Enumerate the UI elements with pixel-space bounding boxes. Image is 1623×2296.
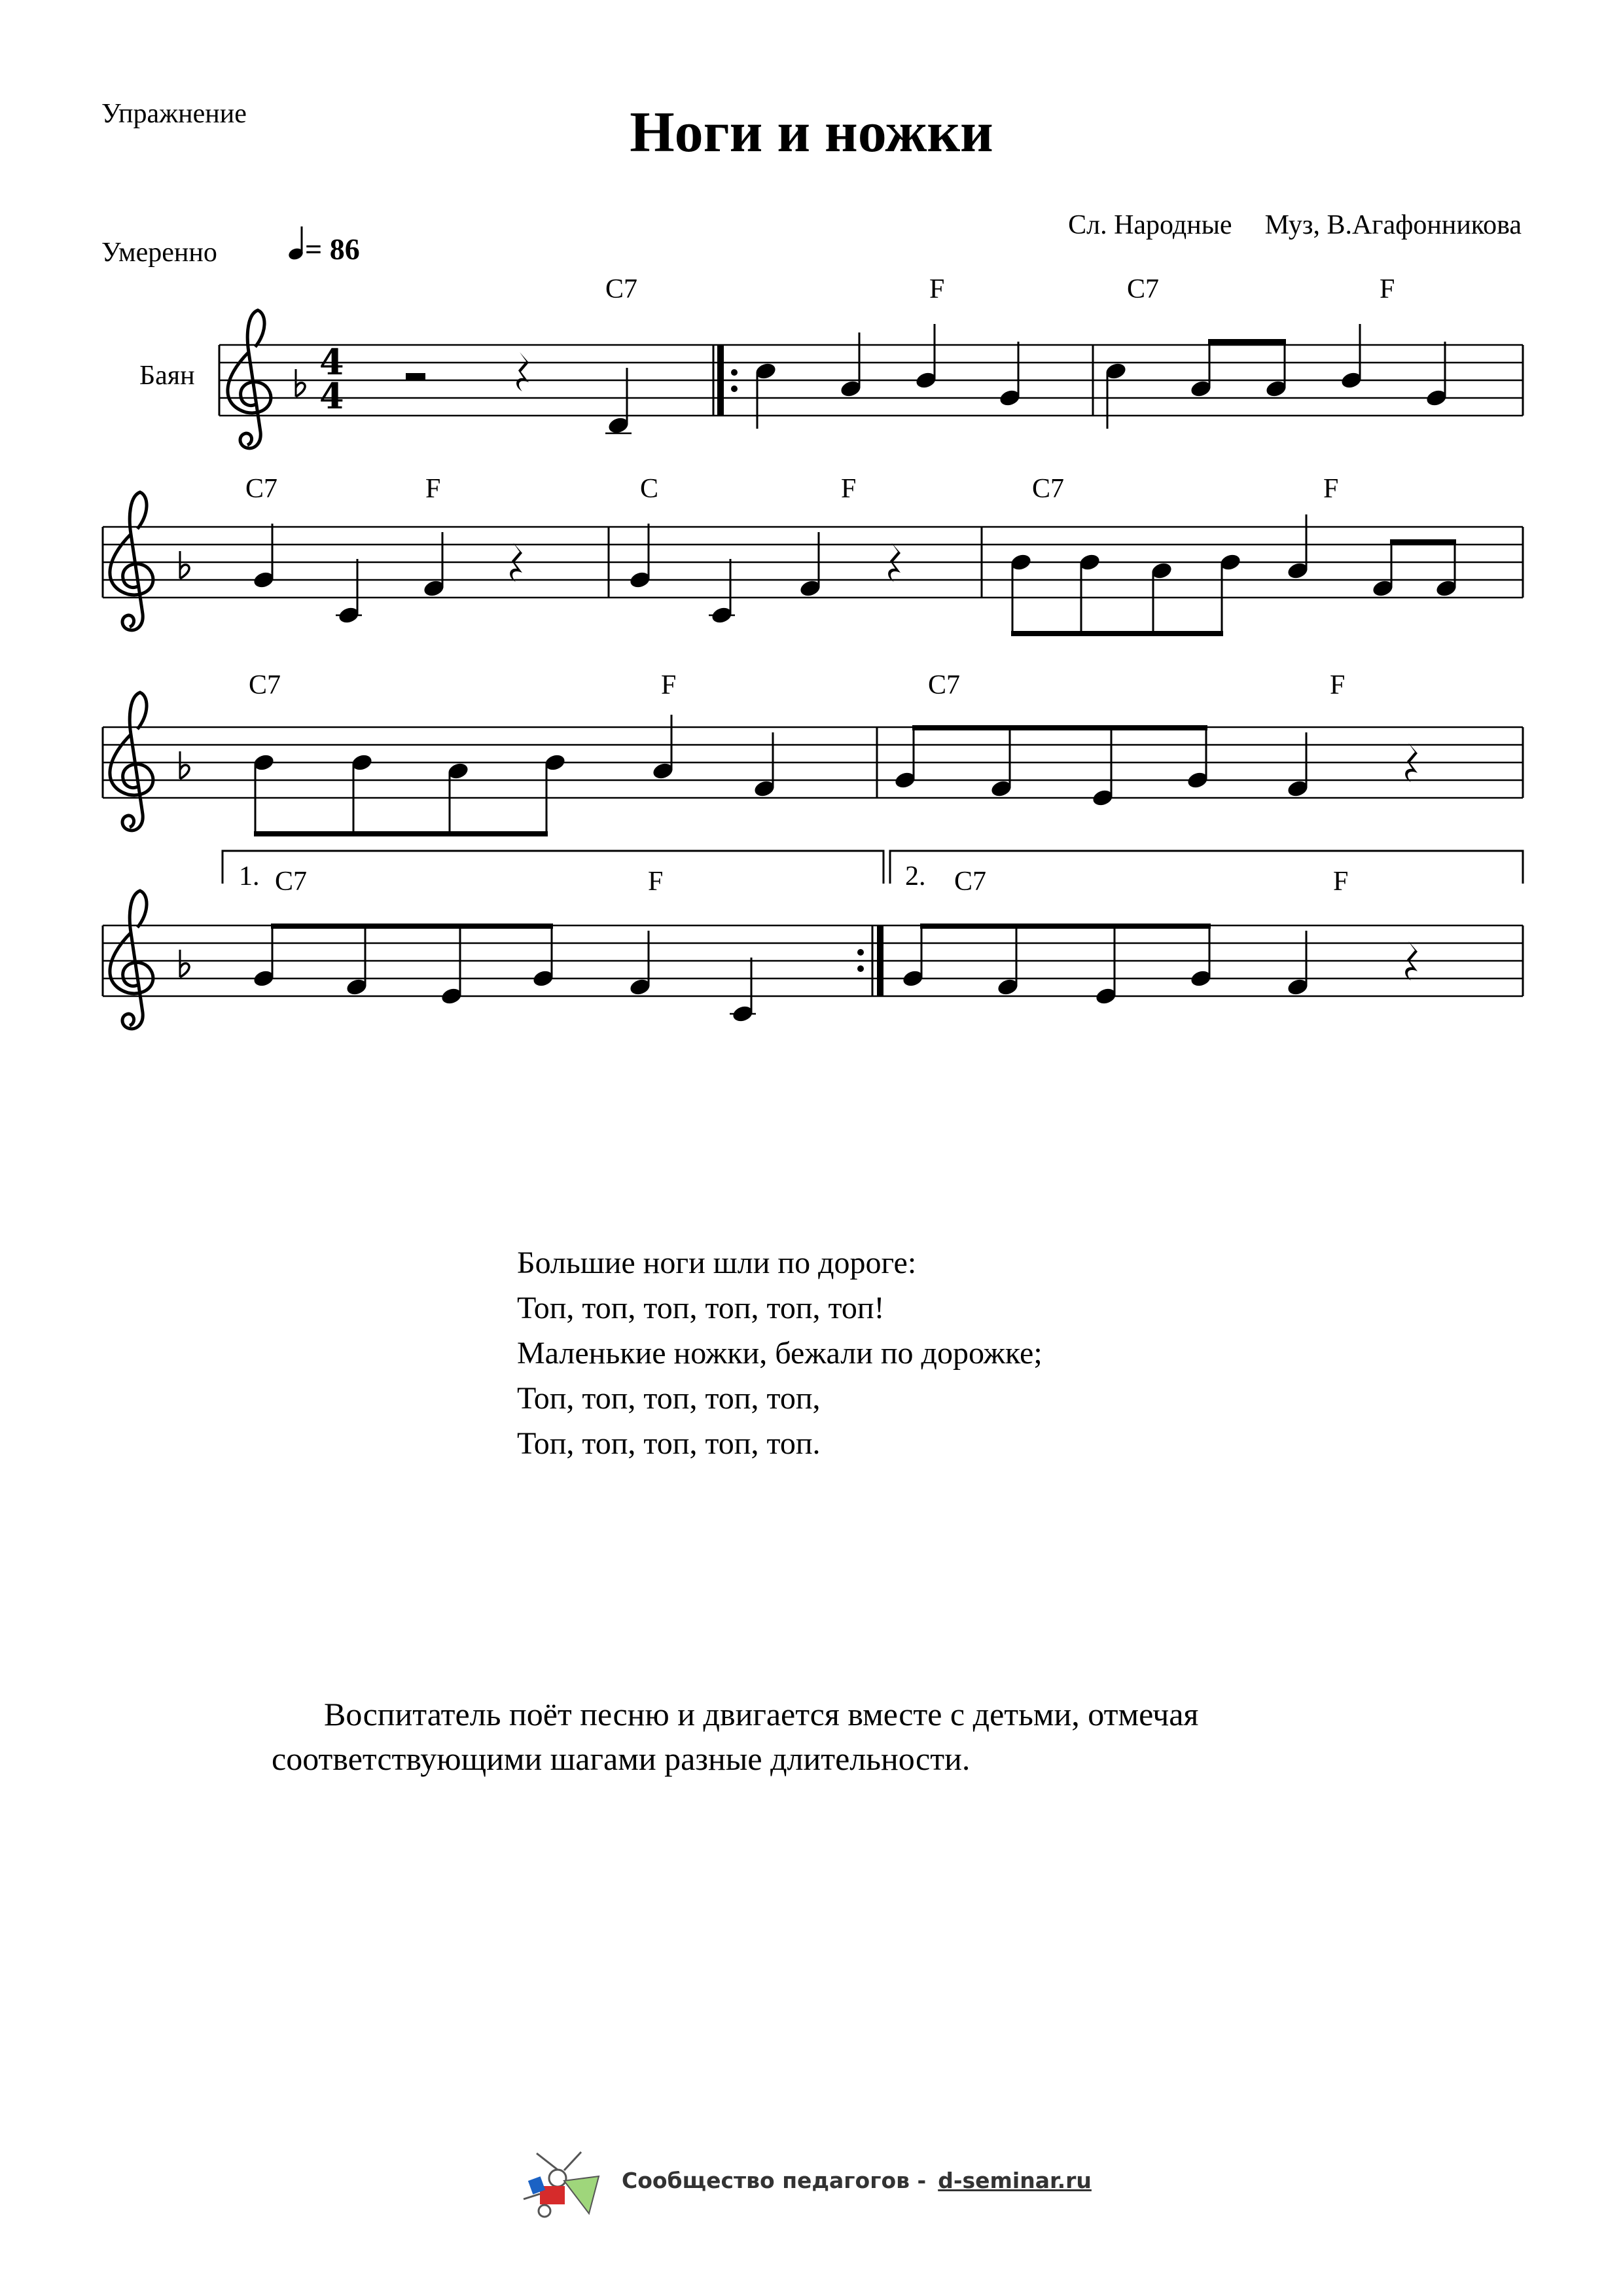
chord-symbol: F <box>841 474 857 504</box>
community-label: Сообщество педагогов - <box>622 2168 927 2193</box>
composer: Муз, В.Агафонникова <box>1264 210 1522 240</box>
chord-symbol: F <box>1333 867 1349 897</box>
metronome-value: = 86 <box>305 232 360 266</box>
staff-system-1 <box>219 274 1523 448</box>
staff-system-4 <box>103 851 1523 1029</box>
page-title: Ноги и ножки <box>630 101 993 164</box>
chord-symbol: C7 <box>1127 274 1160 304</box>
chord-symbol: F <box>661 670 677 700</box>
chord-symbol: C7 <box>249 670 281 700</box>
lyric-line: Топ, топ, топ, топ, топ. <box>517 1426 821 1461</box>
chord-symbol: C7 <box>954 867 987 897</box>
volta-number: 1. <box>239 861 260 891</box>
chord-symbol: C7 <box>245 474 278 504</box>
lyric-line: Большие ноги шли по дороге: <box>517 1246 917 1280</box>
teacher-instruction: Воспитатель поёт песню и двигается вместе с детьми, отмечая соответствующими шагами разные длительности. <box>272 1696 1199 1777</box>
site-link[interactable]: d-seminar.ru <box>938 2168 1092 2193</box>
chord-symbol: C7 <box>275 867 308 897</box>
genre-label: Упражнение <box>101 99 247 129</box>
chord-symbol: F <box>1330 670 1346 700</box>
lyrics-block <box>517 1240 1043 1466</box>
staff-system-3 <box>103 670 1523 836</box>
chord-symbol: C7 <box>1032 474 1065 504</box>
chord-symbol: F <box>1323 474 1339 504</box>
chord-symbol: F <box>425 474 441 504</box>
chord-symbol: F <box>1380 274 1395 304</box>
time-sig-bottom: 4 <box>319 375 344 417</box>
lyric-line: Топ, топ, топ, топ, топ, топ! <box>517 1291 885 1325</box>
chord-symbol: C7 <box>605 274 638 304</box>
time-sig-top: 4 <box>319 341 344 383</box>
chord-symbol: C <box>640 474 659 504</box>
chord-symbol: F <box>648 867 664 897</box>
lyric-line: Маленькие ножки, бежали по дорожке; <box>517 1336 1043 1371</box>
instrument-label: Баян <box>139 361 195 391</box>
staff-system-2 <box>103 474 1523 636</box>
lyric-line: Топ, топ, топ, топ, топ, <box>517 1381 821 1416</box>
volta-number: 2. <box>905 861 926 891</box>
community-logo-icon <box>517 2140 609 2219</box>
lyricist: Сл. Народные <box>1068 210 1232 240</box>
chord-symbol: C7 <box>928 670 961 700</box>
chord-symbol: F <box>929 274 945 304</box>
footer-text <box>622 2168 1092 2193</box>
tempo-marking: Умеренно <box>101 238 217 268</box>
music-score <box>0 0 1623 1080</box>
volta-bracket-1 <box>223 851 883 884</box>
